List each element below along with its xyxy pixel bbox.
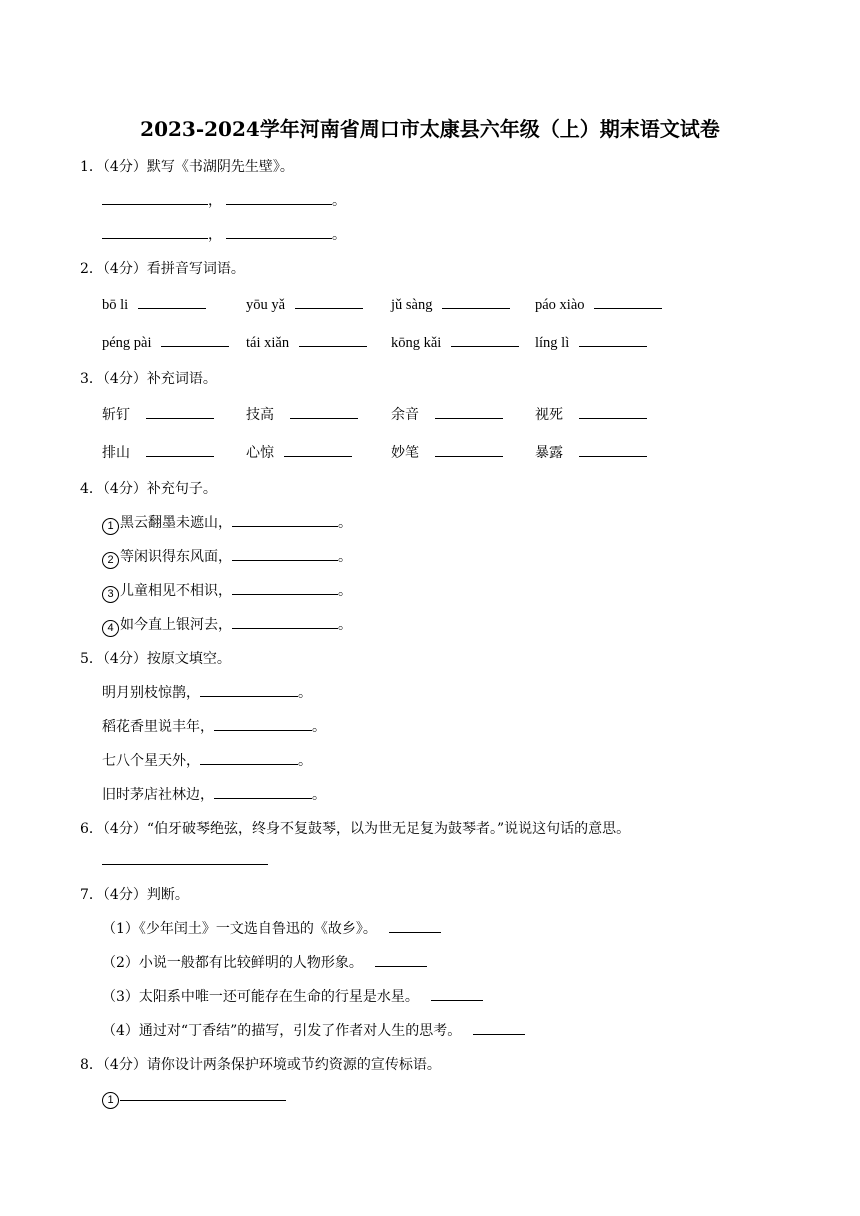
period: 。 [298,685,312,701]
judgement-item [102,986,483,1006]
answer-blank[interactable] [299,332,367,347]
question-6-answer-line [102,850,268,869]
question-3-stem: 3．（4分）补充词语。 [80,371,217,387]
answer-blank[interactable] [442,294,510,309]
question-4-stem: 4．（4分）补充句子。 [80,481,217,497]
idiom-prefix: 排山 [102,445,130,461]
period: 。 [312,787,326,803]
answer-blank[interactable] [214,716,312,731]
pinyin-item [246,332,367,352]
question-6-stem: 6．（4分）“伯牙破琴绝弦，终身不复鼓琴，以为世无足复为鼓琴者。”说说这句话的意思。 [80,821,631,837]
answer-blank[interactable] [579,332,647,347]
pinyin-text: páo xiào [535,297,585,313]
answer-blank[interactable] [102,190,208,205]
answer-blank[interactable] [375,952,427,967]
idiom-item [391,404,503,424]
judgement-text: （2）小说一般都有比较鲜明的人物形象。 [102,955,363,971]
judgement-item [102,952,427,972]
question-1-line-1 [102,190,346,210]
sentence-text: 如今直上银河去， [120,617,232,633]
poem-text: 七八个星天外， [102,753,200,769]
pinyin-item [102,294,206,314]
answer-blank[interactable] [232,580,338,595]
judgement-text: （1）《少年闰土》一文选自鲁迅的《故乡》。 [102,921,377,937]
answer-blank[interactable] [200,750,298,765]
poem-line [102,750,312,770]
period: 。 [312,719,326,735]
poem-line [102,682,312,702]
sentence-line [102,614,352,637]
answer-blank[interactable] [232,546,338,561]
answer-blank[interactable] [214,784,312,799]
answer-blank[interactable] [200,682,298,697]
pinyin-text: líng lì [535,335,570,351]
question-5-stem: 5．（4分）按原文填空。 [80,651,231,667]
pinyin-item [391,294,510,314]
idiom-item [102,404,214,424]
circled-number: 1 [102,518,119,535]
answer-blank[interactable] [102,224,208,239]
answer-blank[interactable] [431,986,483,1001]
idiom-item [102,442,214,462]
question-2-stem: 2．（4分）看拼音写词语。 [80,261,245,277]
circled-number: 1 [102,1092,119,1109]
question-8-stem: 8．（4分）请你设计两条保护环境或节约资源的宣传标语。 [80,1057,441,1073]
poem-text: 旧时茅店社林边， [102,787,214,803]
pinyin-item [535,294,662,314]
idiom-prefix: 斩钉 [102,407,130,423]
judgement-text: （4）通过对“丁香结”的描写，引发了作者对人生的思考。 [102,1023,462,1039]
circled-number: 2 [102,552,119,569]
pinyin-text: yōu yǎ [246,297,286,313]
poem-line [102,784,326,804]
comma: ， [208,193,222,209]
answer-blank[interactable] [138,294,206,309]
sentence-line [102,580,352,603]
circled-number: 3 [102,586,119,603]
period: 。 [332,227,346,243]
answer-blank[interactable] [146,404,214,419]
answer-blank[interactable] [473,1020,525,1035]
answer-blank[interactable] [290,404,358,419]
period: 。 [298,753,312,769]
comma: ， [208,227,222,243]
answer-blank[interactable] [594,294,662,309]
judgement-item [102,1020,525,1040]
answer-blank[interactable] [146,442,214,457]
pinyin-item [391,332,519,352]
idiom-prefix: 余音 [391,407,419,423]
idiom-prefix: 心惊 [246,445,274,461]
pinyin-item [246,294,363,314]
answer-blank[interactable] [226,190,332,205]
sentence-line [102,512,352,535]
period: 。 [338,583,352,599]
answer-blank[interactable] [226,224,332,239]
page-title: 2023-2024学年河南省周口市太康县六年级（上）期末语文试卷 [140,117,720,141]
idiom-prefix: 妙笔 [391,445,419,461]
slogan-line [102,1086,286,1109]
idiom-prefix: 技高 [246,407,274,423]
period: 。 [338,549,352,565]
sentence-text: 儿童相见不相识， [120,583,232,599]
answer-blank[interactable] [389,918,441,933]
answer-blank[interactable] [295,294,363,309]
idiom-item [246,404,358,424]
period: 。 [338,515,352,531]
answer-blank[interactable] [435,404,503,419]
poem-text: 明月别枝惊鹊， [102,685,200,701]
idiom-item [535,404,647,424]
idiom-item [535,442,647,462]
answer-blank[interactable] [102,850,268,865]
pinyin-text: kōng kǎi [391,335,442,351]
pinyin-text: bō li [102,297,129,313]
pinyin-text: jǔ sàng [391,297,433,313]
circled-number: 4 [102,620,119,637]
answer-blank[interactable] [284,442,352,457]
pinyin-item [535,332,647,352]
period: 。 [332,193,346,209]
question-7-stem: 7．（4分）判断。 [80,887,189,903]
pinyin-text: péng pài [102,335,152,351]
sentence-text: 黑云翻墨未遮山， [120,515,232,531]
answer-blank[interactable] [579,404,647,419]
answer-blank[interactable] [232,614,338,629]
question-1-stem: 1．（4分）默写《书湖阴先生壁》。 [80,159,294,175]
idiom-prefix: 暴露 [535,445,563,461]
question-1-line-2 [102,224,346,244]
poem-line [102,716,326,736]
answer-blank[interactable] [451,332,519,347]
answer-blank[interactable] [435,442,503,457]
answer-blank[interactable] [579,442,647,457]
answer-blank[interactable] [232,512,338,527]
answer-blank[interactable] [120,1086,286,1101]
judgement-item [102,918,441,938]
poem-text: 稻花香里说丰年， [102,719,214,735]
period: 。 [338,617,352,633]
sentence-text: 等闲识得东风面， [120,549,232,565]
idiom-prefix: 视死 [535,407,563,423]
sentence-line [102,546,352,569]
idiom-item [246,442,352,462]
pinyin-item [102,332,229,352]
idiom-item [391,442,503,462]
judgement-text: （3）太阳系中唯一还可能存在生命的行星是水星。 [102,989,419,1005]
pinyin-text: tái xiǎn [246,335,290,351]
answer-blank[interactable] [161,332,229,347]
